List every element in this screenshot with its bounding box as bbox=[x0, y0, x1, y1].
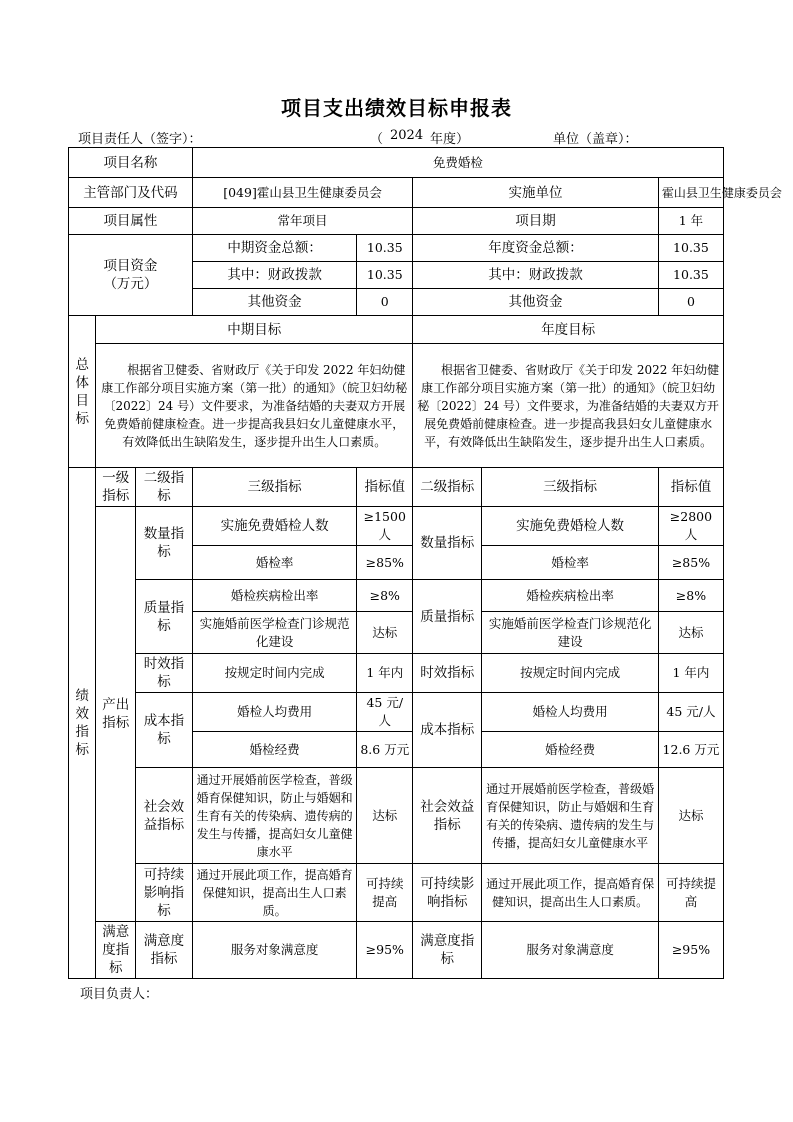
c2-value-year: 12.6 万元 bbox=[658, 732, 723, 768]
time-label-year: 时效指标 bbox=[413, 654, 482, 693]
mid-goal-text: 根据省卫健委、省财政厅《关于印发 2022 年妇幼健康工作部分项目实施方案（第一批）的通知》（皖卫妇幼秘〔2022〕24 号）文件要求，为准备结婚的夫妻双方开展免费婚前健康检查。进一步提高我县妇女儿童健康水平，有效降低出生缺陷发生，逐步提升出生人口素质。 bbox=[96, 344, 413, 468]
mid-other-value: 0 bbox=[357, 289, 413, 316]
s1-name-year: 通过开展婚前医学检查，普级婚育保健知识，防止与婚姻和生育有关的传染病、遗传病的发生与传播，提高妇女儿童健康水平 bbox=[482, 768, 659, 864]
funds-label bbox=[69, 235, 193, 316]
su1-value: 可持续提高 bbox=[357, 864, 413, 922]
c1-value: 45 元/人 bbox=[357, 693, 413, 732]
output-label: 产出指标 bbox=[96, 507, 136, 922]
year-goal-header: 年度目标 bbox=[413, 316, 724, 344]
su1-name-year: 通过开展此项工作，提高婚育保健知识，提高出生人口素质。 bbox=[482, 864, 659, 922]
mid-goal-header: 中期目标 bbox=[96, 316, 413, 344]
period-label: 项目期 bbox=[413, 208, 659, 235]
ql1-name: 婚检疾病检出率 bbox=[192, 580, 356, 612]
sustain-label: 可持续影响指标 bbox=[136, 864, 193, 922]
s1-value-year: 达标 bbox=[658, 768, 723, 864]
project-leader-label: 项目负责人： bbox=[80, 987, 159, 1002]
year-total-value: 10.35 bbox=[658, 235, 723, 262]
mid-fiscal-label: 其中：财政拨款 bbox=[192, 262, 356, 289]
quantity-label-year: 数量指标 bbox=[413, 507, 482, 580]
mid-total-value: 10.35 bbox=[357, 235, 413, 262]
project-name-label: 项目名称 bbox=[69, 148, 193, 178]
year-open: （ bbox=[370, 132, 384, 147]
performance-label bbox=[69, 468, 96, 979]
year-fiscal-label: 其中：财政拨款 bbox=[413, 262, 659, 289]
value-header-year: 指标值 bbox=[658, 468, 723, 507]
c2-name-year: 婚检经费 bbox=[482, 732, 659, 768]
mid-fiscal-value: 10.35 bbox=[357, 262, 413, 289]
year-total-label: 年度资金总额： bbox=[413, 235, 659, 262]
ql2-name-year: 实施婚前医学检查门诊规范化建设 bbox=[482, 612, 659, 654]
sustain-label-year: 可持续影响指标 bbox=[413, 864, 482, 922]
satisfy-l1-label: 满意度指标 bbox=[96, 922, 136, 979]
level2-header: 二级指标 bbox=[136, 468, 193, 507]
quality-label: 质量指标 bbox=[136, 580, 193, 654]
attr-label: 项目属性 bbox=[69, 208, 193, 235]
social-label-year: 社会效益指标 bbox=[413, 768, 482, 864]
unit-label: 单位（盖章）： bbox=[553, 132, 638, 147]
perf-char: 绩 bbox=[75, 688, 89, 704]
value-header: 指标值 bbox=[357, 468, 413, 507]
dept-value: [049]霍山县卫生健康委员会 bbox=[192, 178, 412, 208]
funds-unit-text: （万元） bbox=[103, 276, 158, 292]
level2-header-year: 二级指标 bbox=[413, 468, 482, 507]
ql1-value-year: ≥8% bbox=[658, 580, 723, 612]
year-goal-text: 根据省卫健委、省财政厅《关于印发 2022 年妇幼健康工作部分项目实施方案（第一批）的通知》（皖卫妇幼秘〔2022〕24 号）文件要求，为准备结婚的夫妻双方开展免费婚前健康检查。进一步提高我县妇女儿童健康水平，有效降低出生缺陷发生，逐步提升出生人口素质。 bbox=[413, 344, 724, 468]
q1-name: 实施免费婚检人数 bbox=[192, 507, 356, 546]
s1-name: 通过开展婚前医学检查，普级婚育保健知识，防止与婚姻和生育有关的传染病、遗传病的发生与传播，提高妇女儿童健康水平 bbox=[192, 768, 356, 864]
overall-goals-label bbox=[69, 316, 96, 468]
c2-name: 婚检经费 bbox=[192, 732, 356, 768]
level1-header: 一级指标 bbox=[96, 468, 136, 507]
sa1-name-year: 服务对象满意度 bbox=[482, 922, 659, 979]
su1-value-year: 可持续提高 bbox=[658, 864, 723, 922]
sa1-value: ≥95% bbox=[357, 922, 413, 979]
c2-value: 8.6 万元 bbox=[357, 732, 413, 768]
q2-name: 婚检率 bbox=[192, 546, 356, 580]
goal-char: 总 bbox=[75, 356, 89, 373]
perf-char: 标 bbox=[75, 742, 89, 758]
funds-label-text: 项目资金 bbox=[103, 258, 158, 274]
attr-value: 常年项目 bbox=[192, 208, 412, 235]
perf-char: 指 bbox=[75, 724, 89, 740]
level3-header: 三级指标 bbox=[192, 468, 356, 507]
responsible-label: 项目责任人（签字）： bbox=[78, 132, 202, 147]
q2-name-year: 婚检率 bbox=[482, 546, 659, 580]
cost-label-year: 成本指标 bbox=[413, 693, 482, 768]
t1-name: 按规定时间内完成 bbox=[192, 654, 356, 693]
dept-label: 主管部门及代码 bbox=[69, 178, 193, 208]
goal-char: 体 bbox=[75, 374, 89, 391]
q2-value-year: ≥85% bbox=[658, 546, 723, 580]
level3-header-year: 三级指标 bbox=[482, 468, 659, 507]
year-other-value: 0 bbox=[658, 289, 723, 316]
page-title: 项目支出绩效目标申报表 bbox=[281, 96, 512, 120]
ql1-name-year: 婚检疾病检出率 bbox=[482, 580, 659, 612]
perf-char: 效 bbox=[75, 706, 89, 722]
satisfy-label-year: 满意度指标 bbox=[413, 922, 482, 979]
year-other-label: 其他资金 bbox=[413, 289, 659, 316]
s1-value: 达标 bbox=[357, 768, 413, 864]
impl-unit-value: 霍山县卫生健康委员会 bbox=[658, 178, 723, 208]
ql1-value: ≥8% bbox=[357, 580, 413, 612]
q2-value: ≥85% bbox=[357, 546, 413, 580]
year-close: 年度） bbox=[430, 132, 470, 147]
period-value: 1 年 bbox=[658, 208, 723, 235]
mid-other-label: 其他资金 bbox=[192, 289, 356, 316]
goal-char: 标 bbox=[75, 410, 89, 427]
goal-char: 目 bbox=[75, 392, 89, 409]
quantity-label: 数量指标 bbox=[136, 507, 193, 580]
q1-value-year: ≥2800 人 bbox=[658, 507, 723, 546]
t1-value-year: 1 年内 bbox=[658, 654, 723, 693]
cost-label: 成本指标 bbox=[136, 693, 193, 768]
sa1-value-year: ≥95% bbox=[658, 922, 723, 979]
mid-total-label: 中期资金总额： bbox=[192, 235, 356, 262]
year-fiscal-value: 10.35 bbox=[658, 262, 723, 289]
q1-value: ≥1500人 bbox=[357, 507, 413, 546]
q1-name-year: 实施免费婚检人数 bbox=[482, 507, 659, 546]
project-name-value: 免费婚检 bbox=[192, 148, 723, 178]
c1-value-year: 45 元/人 bbox=[658, 693, 723, 732]
impl-unit-label: 实施单位 bbox=[413, 178, 659, 208]
time-label: 时效指标 bbox=[136, 654, 193, 693]
ql2-value-year: 达标 bbox=[658, 612, 723, 654]
t1-value: 1 年内 bbox=[357, 654, 413, 693]
satisfy-label: 满意度指标 bbox=[136, 922, 193, 979]
year-value: 2024 bbox=[390, 128, 424, 143]
c1-name-year: 婚检人均费用 bbox=[482, 693, 659, 732]
quality-label-year: 质量指标 bbox=[413, 580, 482, 654]
performance-table bbox=[68, 147, 782, 979]
c1-name: 婚检人均费用 bbox=[192, 693, 356, 732]
social-label: 社会效益指标 bbox=[136, 768, 193, 864]
ql2-name: 实施婚前医学检查门诊规范化建设 bbox=[192, 612, 356, 654]
sa1-name: 服务对象满意度 bbox=[192, 922, 356, 979]
su1-name: 通过开展此项工作，提高婚育保健知识，提高出生人口素质。 bbox=[192, 864, 356, 922]
t1-name-year: 按规定时间内完成 bbox=[482, 654, 659, 693]
ql2-value: 达标 bbox=[357, 612, 413, 654]
